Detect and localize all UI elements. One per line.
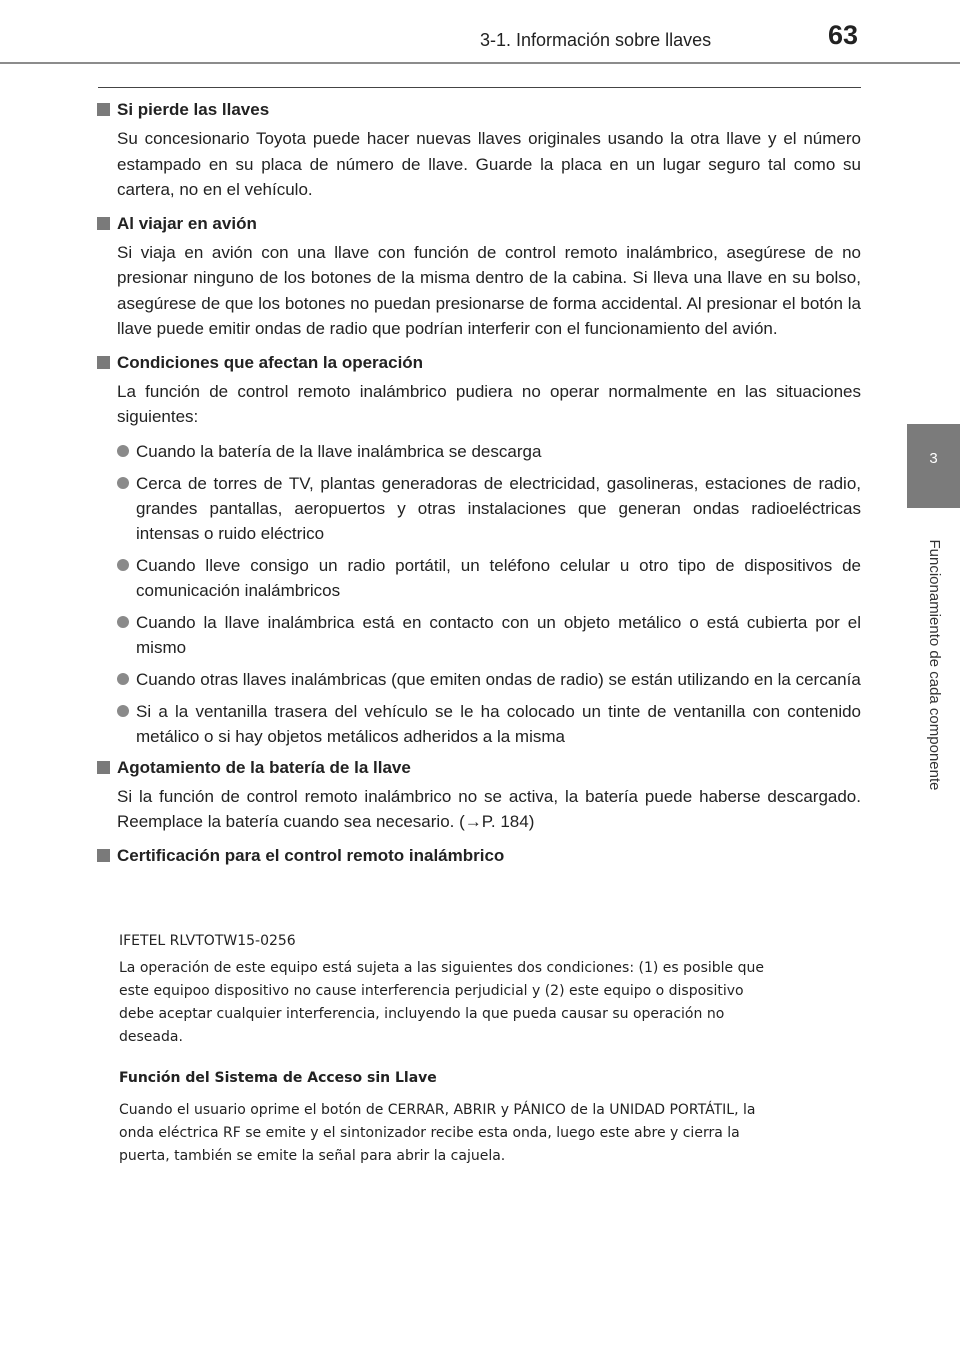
list-item-text: Cerca de torres de TV, plantas generadoras de electricidad, gasolineras, estaciones de radio, grandes pantallas, aeropuertos y otras instalaciones que generan ondas radioeléctricas intensas o ruido eléctrico — [136, 473, 861, 543]
content-top-divider — [98, 87, 861, 88]
round-bullet-icon — [117, 477, 129, 489]
list-item — [117, 667, 861, 692]
notice-line: La operación de este equipo está sujeta a las siguientes dos condiciones: (1) es posible que — [119, 960, 764, 976]
section-heading-text: Al viajar en avión — [117, 213, 257, 233]
section-paragraph: La función de control remoto inalámbrico pudiera no operar normalmente en las situaciones siguientes: — [117, 381, 861, 426]
square-bullet-icon — [97, 103, 110, 116]
page-number: 63 — [828, 20, 859, 50]
square-bullet-icon — [97, 761, 110, 774]
function-line: Cuando el usuario oprime el botón de CERRAR, ABRIR y PÁNICO de la UNIDAD PORTÁTIL, la — [119, 1102, 756, 1118]
main-content — [97, 98, 861, 867]
section-heading — [97, 844, 861, 867]
notice-line: deseada. — [119, 1029, 183, 1045]
round-bullet-icon — [117, 673, 129, 685]
section-paragraph: Si viaja en avión con una llave con función de control remoto inalámbrico, asegúrese de no presionar ninguno de los botones de la misma dentro de la cabina. Si lleva una llave en su bolso, asegúrese de que los botones no puedan presionarse de forma accidental. Al presionar el botón la llave puede emitir ondas de radio que podrían interferir con el funcionamiento del avión. — [117, 242, 861, 338]
list-item — [117, 553, 861, 603]
list-item — [117, 471, 861, 546]
certification-block — [119, 930, 819, 1168]
chapter-title: Funcionamiento de cada componente — [926, 539, 943, 791]
list-item-text: Si a la ventanilla trasera del vehículo se le ha colocado un tinte de ventanilla con contenido metálico o si hay objetos metálicos adheridos a la misma — [136, 701, 861, 746]
section-heading — [97, 212, 861, 235]
round-bullet-icon — [117, 705, 129, 717]
list-item-text: Cuando lleve consigo un radio portátil, un teléfono celular u otro tipo de dispositivos de comunicación inalámbricos — [136, 555, 861, 600]
list-item — [117, 439, 861, 464]
section-heading — [97, 351, 861, 374]
round-bullet-icon — [117, 445, 129, 457]
section-paragraph: Si la función de control remoto inalámbrico no se activa, la batería puede haberse descargado. Reemplace la batería cuando sea necesario. (→P. 184) — [117, 786, 861, 831]
round-bullet-icon — [117, 616, 129, 628]
function-line: onda eléctrica RF se emite y el sintonizador recibe esta onda, luego este abre y cierra la — [119, 1125, 740, 1141]
notice-line: este equipoo dispositivo no cause interferencia perjudicial y (2) este equipo o dispositivo — [119, 983, 744, 999]
section-heading-text: Si pierde las llaves — [117, 100, 270, 119]
notice-line: debe aceptar cualquier interferencia, incluyendo la que pueda causar su operación no — [119, 1006, 725, 1022]
square-bullet-icon — [97, 356, 110, 369]
section-heading-text: Agotamiento de la batería de la llave — [117, 757, 411, 777]
square-bullet-icon — [97, 849, 110, 862]
list-item — [117, 699, 861, 749]
round-bullet-icon — [117, 559, 129, 571]
header-divider — [0, 62, 960, 64]
list-item-text: Cuando la llave inalámbrica está en contacto con un objeto metálico o está cubierta por el mismo — [136, 612, 861, 657]
section-heading — [97, 756, 861, 779]
list-item-text: Cuando la batería de la llave inalámbrica se descarga — [136, 441, 542, 461]
list-item — [117, 610, 861, 660]
section-heading-text: Condiciones que afectan la operación — [117, 352, 424, 372]
spacer — [119, 1049, 819, 1067]
function-title: Función del Sistema de Acceso sin Llave — [119, 1070, 437, 1086]
list-item-text: Cuando otras llaves inalámbricas (que emiten ondas de radio) se están utilizando en la cercanía — [136, 669, 861, 689]
chapter-number: 3 — [929, 450, 938, 467]
section-heading — [97, 98, 861, 121]
square-bullet-icon — [97, 217, 110, 230]
function-line: puerta, también se emite la señal para abrir la cajuela. — [119, 1148, 506, 1164]
section-title: 3-1. Información sobre llaves — [480, 30, 712, 50]
certification-id: IFETEL RLVTOTW15-0256 — [119, 933, 296, 949]
section-heading-text: Certificación para el control remoto inalámbrico — [117, 845, 505, 865]
section-paragraph: Su concesionario Toyota puede hacer nuevas llaves originales usando la otra llave y el número estampado en su placa de número de llave. Guarde la placa en un lugar seguro tal como su cartera, no en el vehículo. — [117, 129, 861, 199]
